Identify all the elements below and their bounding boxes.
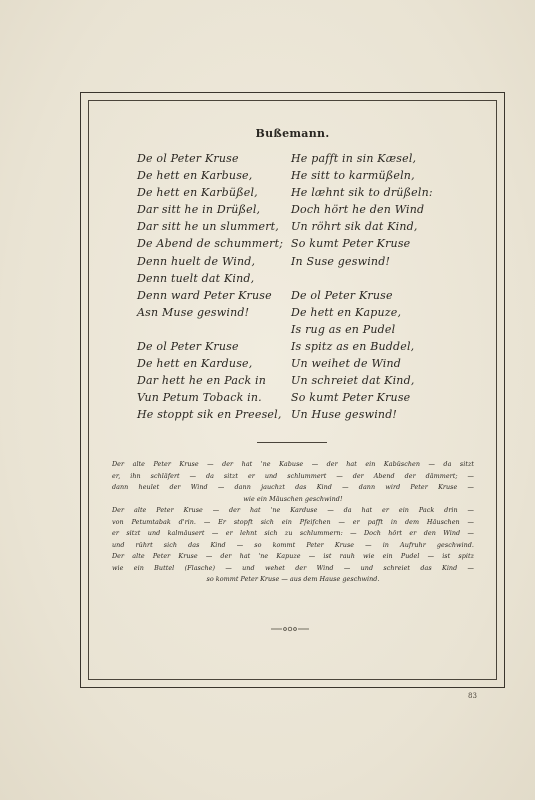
prose-line: Der alte Peter Kruse — der hat 'ne Kapuze — ist rauh wie ein Pudel — ist spitz — [112, 552, 474, 560]
prose-line: wie ein Mäuschen geschwind! — [243, 494, 343, 503]
verse-line: Un röhrt sik dat Kind, — [291, 220, 418, 234]
verse-line: He stoppt sik en Preesel, — [137, 408, 282, 422]
stanza-gap — [137, 321, 283, 338]
verse-line: In Suse geswind! — [291, 254, 391, 268]
prose-line: Der alte Peter Kruse — der hat 'ne Kabuse — der hat ein Kabüschen — da sitzt — [112, 460, 474, 468]
verse-column-right — [291, 150, 433, 424]
verse-line: De ol Peter Kruse — [137, 152, 239, 165]
verse-line: De Abend de schummert; — [137, 237, 284, 251]
verse-line: So kumt Peter Kruse — [291, 391, 411, 405]
prose-line: wie ein Buttel (Flasche) — und wehet der Wind — und schreiet das Kind — — [112, 563, 474, 572]
verse-line: Denn ward Peter Kruse — [137, 288, 272, 302]
stanza-gap — [291, 270, 433, 287]
verse-line: De ol Peter Kruse — [291, 288, 393, 302]
verse-line: Is rug as en Pudel — [291, 322, 396, 336]
verse-line: De hett en Karbüßel, — [137, 186, 258, 200]
verse-line: Vun Petum Toback in. — [137, 391, 262, 405]
prose-line: so kommt Peter Kruse — aus dem Hause geschwind. — [206, 575, 380, 583]
verse-line: Is spitz as en Buddel, — [291, 340, 415, 354]
verse-line: Dar sitt he in Drüßel, — [137, 203, 261, 217]
prose-line: er sitzt und kalmäusert — er lehnt sich zu schlummern: — Doch hört er den Wind — — [112, 529, 474, 537]
prose-line: er, ihn schläfert — da sitzt er und schlummert — der Abend der dämmert; — — [112, 471, 474, 480]
verse-line: So kumt Peter Kruse — [291, 237, 411, 251]
verse-line: Denn tuelt dat Kind, — [137, 271, 255, 285]
verse-line: He læhnt sik to drüßeln: — [291, 186, 433, 200]
ornament-flourish-icon — [260, 625, 320, 635]
verse-line: De hett en Kapuze, — [291, 305, 402, 319]
verse-line: Denn huelt de Wind, — [137, 254, 256, 268]
verse-line: He sitt to karmüßeln, — [291, 169, 415, 183]
verse-line: Doch hört he den Wind — [291, 203, 425, 217]
verse-line: De hett en Karbuse, — [137, 169, 253, 183]
verse-line: Un schreiet dat Kind, — [291, 374, 415, 388]
prose-line: von Petumtabak d'rin. — Er stopft sich ein Pfeifchen — er pafft in dem Häuschen — — [112, 517, 474, 526]
verse-line: De ol Peter Kruse — [137, 340, 239, 354]
verse-column-left — [137, 150, 283, 424]
prose-line: dann heulet der Wind — dann jauchzt das Kind — dann wird Peter Kruse — — [112, 483, 474, 491]
verse-line: Asn Muse geswind! — [137, 305, 250, 319]
verse-line: Un weihet de Wind — [291, 357, 402, 371]
page-number: 83 — [468, 692, 477, 700]
verse-line: Un Huse geswind! — [291, 408, 398, 422]
prose-line: Der alte Peter Kruse — der hat 'ne Karduse — da hat er ein Pack drin — — [112, 506, 474, 514]
verse-line: He pafft in sin Kæsel, — [291, 152, 417, 165]
prose-line: und rührt sich das Kind — so kommt Peter Kruse — in Aufruhr geschwind. — [112, 540, 474, 549]
poem-title: Bußemann. — [255, 127, 330, 140]
verse-line: Dar hett he en Pack in — [137, 374, 267, 388]
prose-translation — [112, 459, 474, 586]
section-divider — [257, 442, 327, 443]
verse-line: Dar sitt he un slummert, — [137, 220, 279, 234]
verse-line: De hett en Karduse, — [137, 357, 253, 371]
